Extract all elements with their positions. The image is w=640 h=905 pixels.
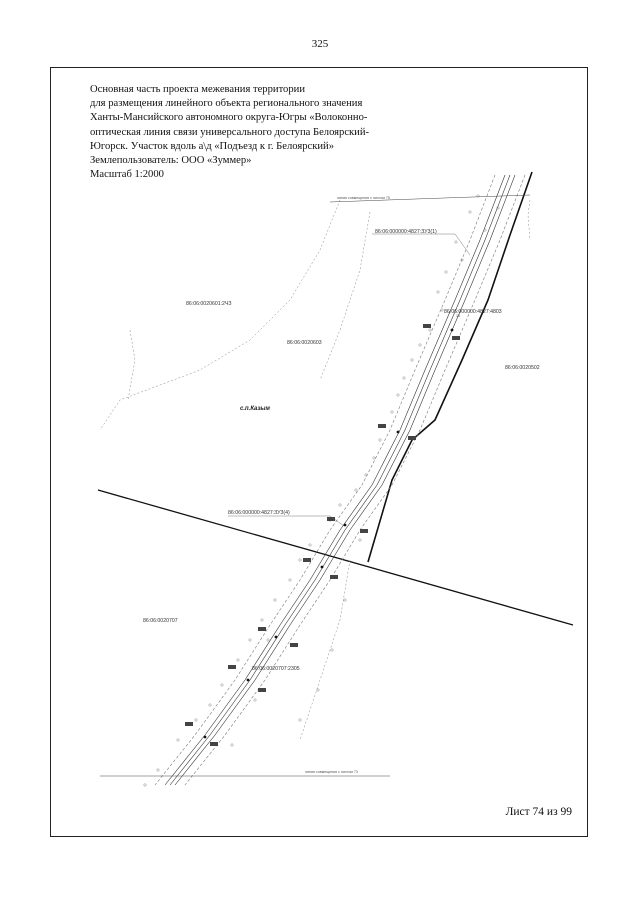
parcel-label: 86:06:0020502 xyxy=(505,365,540,371)
leader-lines xyxy=(228,234,470,526)
sheet-number: Лист 74 из 99 xyxy=(505,806,572,818)
parcel-label: 86:06:0020707:2305 xyxy=(252,666,300,672)
parcel-label: 86:06:000000:4827:ЗУ3(4) xyxy=(228,510,290,516)
sheet-boundary-bottom-label: линия совмещения с листом 73 xyxy=(305,770,358,774)
sheet-boundary-top-label: линия совмещения с листом 75 xyxy=(337,196,390,200)
parcel-label: 86:06:0020601:2ЧЗ xyxy=(186,301,232,307)
parcel-label: 86:06:0020707 xyxy=(143,618,178,624)
title-line: Ханты-Мансийского автономного округа-Югры «Волоконно- xyxy=(90,112,368,124)
page-number: 325 xyxy=(311,38,329,50)
parcel-label: 86:06:000000:4827:ЗУ3(1) xyxy=(375,229,437,235)
title-line: оптическая линия связи универсального доступа Белоярский- xyxy=(90,126,370,138)
land-user: Землепользователь: ООО «Зуммер» xyxy=(90,155,252,167)
point-number-label: 15 xyxy=(456,314,460,318)
parcel-label: 86:06:0020603 xyxy=(287,340,322,346)
vertex-markers xyxy=(204,329,454,739)
title-line: Основная часть проекта межевания территории xyxy=(90,84,305,95)
survey-points xyxy=(144,195,499,786)
corridor-lines xyxy=(155,175,525,785)
scale-label: Масштаб 1:2000 xyxy=(90,169,164,181)
title-line: Югорск. Участок вдоль а\д «Подъезд к г. Белоярский» xyxy=(90,140,334,152)
parcel-label: 86:06:000000:4827:4803 xyxy=(444,309,502,315)
parcel-boundaries xyxy=(100,200,530,740)
cross-boundary-line xyxy=(98,490,573,625)
point-tags xyxy=(185,324,460,746)
settlement-label: с.п.Казым xyxy=(240,406,270,412)
title-line: для размещения линейного объекта регионального значения xyxy=(90,98,363,110)
